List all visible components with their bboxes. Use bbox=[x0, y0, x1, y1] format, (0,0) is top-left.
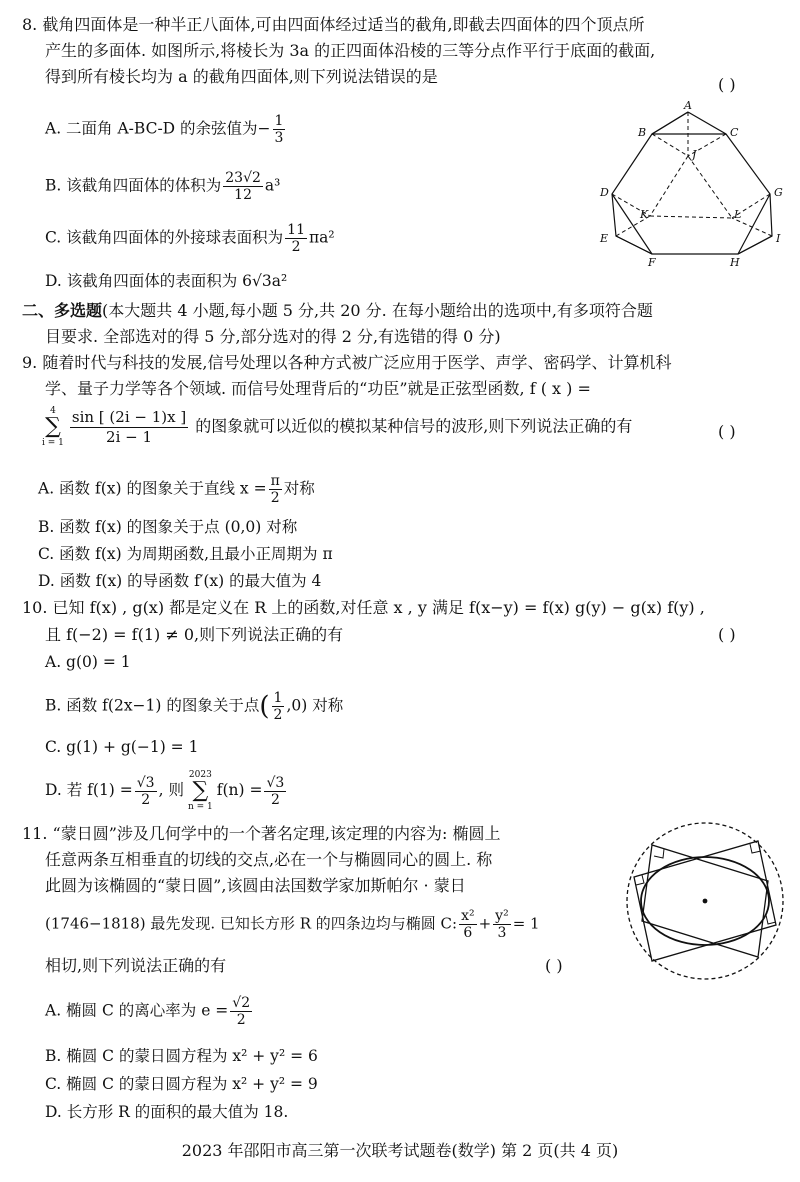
q11-option-c: C. 椭圆 C 的蒙日圆方程为 x² + y² = 9 bbox=[45, 1075, 318, 1093]
q9-line2: 学、量子力学等各个领域. 而信号处理背后的“功臣”就是正弦型函数, f ( x ) = bbox=[45, 379, 591, 398]
q8-option-a-text: A. 二面角 A-BC-D 的余弦值为− bbox=[45, 119, 271, 138]
figure-label-b: B bbox=[638, 126, 647, 139]
q8-option-c-suffix: πa² bbox=[309, 228, 335, 247]
figure-label-h: H bbox=[730, 256, 740, 269]
figure-label-l: L bbox=[734, 208, 742, 221]
monge-circle-figure bbox=[620, 818, 790, 984]
section2-title: 二、多选题 bbox=[22, 301, 103, 320]
figure-label-c: C bbox=[730, 126, 739, 139]
q10-option-d-mid: , 则 bbox=[158, 781, 184, 799]
sigma-symbol: ∑ bbox=[45, 414, 61, 439]
q10-option-d-post: f(n) = bbox=[216, 781, 263, 799]
fraction-denominator: 2 bbox=[236, 1012, 246, 1028]
figure-label-k: K bbox=[640, 208, 649, 221]
q10-option-d-text: D. 若 f(1) = bbox=[45, 781, 133, 799]
q9-text3: 的图象就可以近似的模拟某种信号的波形,则下列说法正确的有 bbox=[195, 416, 633, 436]
fraction-numerator: 1 bbox=[273, 690, 283, 706]
q8-line3: 得到所有棱长均为 a 的截角四面体,则下列说法错误的是 bbox=[45, 67, 438, 86]
q9-answer-paren: ( ) bbox=[718, 422, 736, 441]
q8-option-a-fraction bbox=[273, 113, 286, 146]
summation-lower: n = 1 bbox=[187, 802, 213, 812]
q10-option-d-fraction1 bbox=[135, 775, 157, 808]
fraction-numerator: √2 bbox=[232, 995, 251, 1011]
figure-label-e: E bbox=[600, 232, 609, 245]
plus-sign: + bbox=[478, 914, 492, 933]
fraction-numerator: √3 bbox=[136, 774, 155, 791]
figure-label-a: A bbox=[684, 99, 692, 112]
fraction-denominator: 2 bbox=[270, 791, 280, 808]
q8-line1 bbox=[22, 14, 645, 36]
fraction-numerator: 1 bbox=[274, 113, 284, 129]
q11-answer-paren: ( ) bbox=[545, 956, 563, 975]
q8-option-d: D. 该截角四面体的表面积为 6√3a² bbox=[45, 272, 288, 290]
q11-text1: “蒙日圆”涉及几何学中的一个著名定理,该定理的内容为: 椭圆上 bbox=[52, 824, 501, 843]
section2-desc2: 目要求. 全部选对的得 5 分,部分选对的得 2 分,有选错的得 0 分) bbox=[45, 327, 501, 346]
q10-text1: 已知 f(x) , g(x) 都是定义在 R 上的函数,对任意 x , y 满足 f(x−y) = f(x) g(y) − g(x) f(y) , bbox=[52, 598, 705, 617]
q9-option-a-text: A. 函数 f(x) 的图象关于直线 x = bbox=[38, 479, 267, 498]
q11-equation-rhs: = 1 bbox=[512, 914, 540, 933]
q11-option-a-fraction bbox=[230, 995, 252, 1028]
q10-answer-paren: ( ) bbox=[718, 625, 736, 644]
q9-line1 bbox=[22, 352, 671, 374]
q11-line5: 相切,则下列说法正确的有 bbox=[45, 956, 227, 975]
q10-line1 bbox=[22, 597, 705, 619]
q10-option-d-fraction2 bbox=[264, 775, 286, 808]
q8-option-a bbox=[45, 113, 287, 146]
q9-line3 bbox=[38, 406, 632, 450]
figure-label-j: J bbox=[692, 148, 697, 161]
q9-option-a bbox=[38, 473, 315, 506]
q8-option-b-suffix: a³ bbox=[264, 176, 281, 195]
q8-option-c bbox=[45, 222, 335, 255]
figure-label-i: I bbox=[776, 232, 781, 245]
fraction-numerator: π bbox=[270, 473, 280, 489]
q10-option-b bbox=[45, 690, 343, 723]
q11-option-d: D. 长方形 R 的面积的最大值为 18. bbox=[45, 1103, 289, 1121]
page-footer: 2023 年邵阳市高三第一次联考试题卷(数学) 第 2 页(共 4 页) bbox=[181, 1141, 619, 1160]
fraction-numerator: y² bbox=[495, 908, 509, 924]
summation-upper: 2023 bbox=[188, 770, 212, 780]
q9-text1: 随着时代与科技的发展,信号处理以各种方式被广泛应用于医学、声学、密码学、计算机科 bbox=[42, 353, 672, 372]
figure-label-f: F bbox=[648, 256, 656, 269]
left-paren: ( bbox=[259, 691, 270, 722]
q9-option-a-fraction bbox=[269, 473, 282, 506]
fraction-denominator: 2i − 1 bbox=[106, 427, 153, 446]
q10-option-d bbox=[45, 770, 288, 812]
fraction-numerator: 23√2 bbox=[225, 170, 261, 186]
q9-option-c: C. 函数 f(x) 为周期函数,且最小正周期为 π bbox=[38, 545, 333, 563]
q8-option-c-text: C. 该截角四面体的外接球表面积为 bbox=[45, 228, 284, 247]
fraction-denominator: 2 bbox=[141, 791, 151, 808]
fraction-denominator: 2 bbox=[273, 707, 283, 723]
fraction-denominator: 12 bbox=[234, 187, 252, 203]
q9-option-d: D. 函数 f(x) 的导函数 f′(x) 的最大值为 4 bbox=[38, 572, 322, 590]
fraction-denominator: 3 bbox=[274, 130, 284, 146]
figure-label-g: G bbox=[774, 186, 783, 199]
q9-option-a-suffix: 对称 bbox=[283, 479, 315, 498]
q8-line2: 产生的多面体. 如图所示,将棱长为 3a 的正四面体沿棱的三等分点作平行于底面的截面, bbox=[45, 41, 656, 60]
summation-lower: i = 1 bbox=[42, 438, 64, 448]
fraction-denominator: 2 bbox=[270, 490, 280, 506]
q8-option-b-text: B. 该截角四面体的体积为 bbox=[45, 176, 222, 195]
fraction-numerator: 11 bbox=[287, 222, 305, 238]
q11-line1 bbox=[22, 823, 500, 845]
q10-option-b-fraction bbox=[272, 690, 285, 723]
q10-line2: 且 f(−2) = f(1) ≠ 0,则下列说法正确的有 bbox=[45, 625, 344, 644]
q10-option-c: C. g(1) + g(−1) = 1 bbox=[45, 738, 199, 756]
fraction-denominator: 6 bbox=[463, 925, 473, 941]
q8-number: 8. bbox=[22, 15, 38, 34]
q11-number: 11. bbox=[22, 824, 48, 843]
q11-ellipse-frac-x bbox=[459, 908, 477, 941]
q11-option-b: B. 椭圆 C 的蒙日圆方程为 x² + y² = 6 bbox=[45, 1047, 318, 1065]
q8-answer-paren: ( ) bbox=[718, 75, 736, 94]
q10-summation bbox=[188, 770, 213, 812]
q10-option-b-text: B. 函数 f(2x−1) 的图象关于点 bbox=[45, 696, 260, 715]
q9-summation bbox=[42, 406, 64, 448]
q8-option-c-fraction bbox=[285, 222, 307, 255]
q11-text4: (1746−1818) 最先发现. 已知长方形 R 的四条边均与椭圆 C: bbox=[45, 914, 458, 933]
summation-upper: 4 bbox=[50, 406, 56, 416]
fraction-numerator: √3 bbox=[266, 774, 285, 791]
q9-option-b: B. 函数 f(x) 的图象关于点 (0,0) 对称 bbox=[38, 518, 298, 536]
q9-number: 9. bbox=[22, 353, 38, 372]
q9-sum-fraction bbox=[70, 408, 188, 447]
section2-line1 bbox=[22, 300, 653, 322]
q8-option-b bbox=[45, 170, 280, 203]
q8-option-b-fraction bbox=[223, 170, 263, 203]
q11-line3: 此圆为该椭圆的“蒙日圆”,该圆由法国数学家加斯帕尔 · 蒙日 bbox=[45, 876, 466, 895]
q10-number: 10. bbox=[22, 598, 48, 617]
q11-option-a bbox=[45, 995, 254, 1028]
q11-line2: 任意两条互相垂直的切线的交点,必在一个与椭圆同心的圆上. 称 bbox=[45, 850, 493, 869]
truncated-tetrahedron-figure bbox=[592, 98, 788, 270]
q8-text1: 截角四面体是一种半正八面体,可由四面体经过适当的截角,即截去四面体的四个顶点所 bbox=[42, 15, 645, 34]
q11-option-a-text: A. 椭圆 C 的离心率为 e = bbox=[45, 1001, 229, 1020]
q11-line4 bbox=[45, 908, 540, 941]
fraction-denominator: 2 bbox=[291, 239, 301, 255]
sigma-symbol: ∑ bbox=[192, 778, 209, 803]
q11-ellipse-frac-y bbox=[493, 908, 511, 941]
q10-option-b-suffix: ,0) 对称 bbox=[286, 696, 344, 715]
fraction-numerator: sin [ (2i − 1)x ] bbox=[71, 407, 187, 426]
fraction-denominator: 3 bbox=[497, 925, 507, 941]
q10-option-a: A. g(0) = 1 bbox=[45, 653, 131, 671]
fraction-numerator: x² bbox=[461, 908, 475, 924]
section2-desc1: (本大题共 4 小题,每小题 5 分,共 20 分. 在每小题给出的选项中,有多项符合题 bbox=[102, 301, 653, 320]
figure-label-d: D bbox=[600, 186, 609, 199]
